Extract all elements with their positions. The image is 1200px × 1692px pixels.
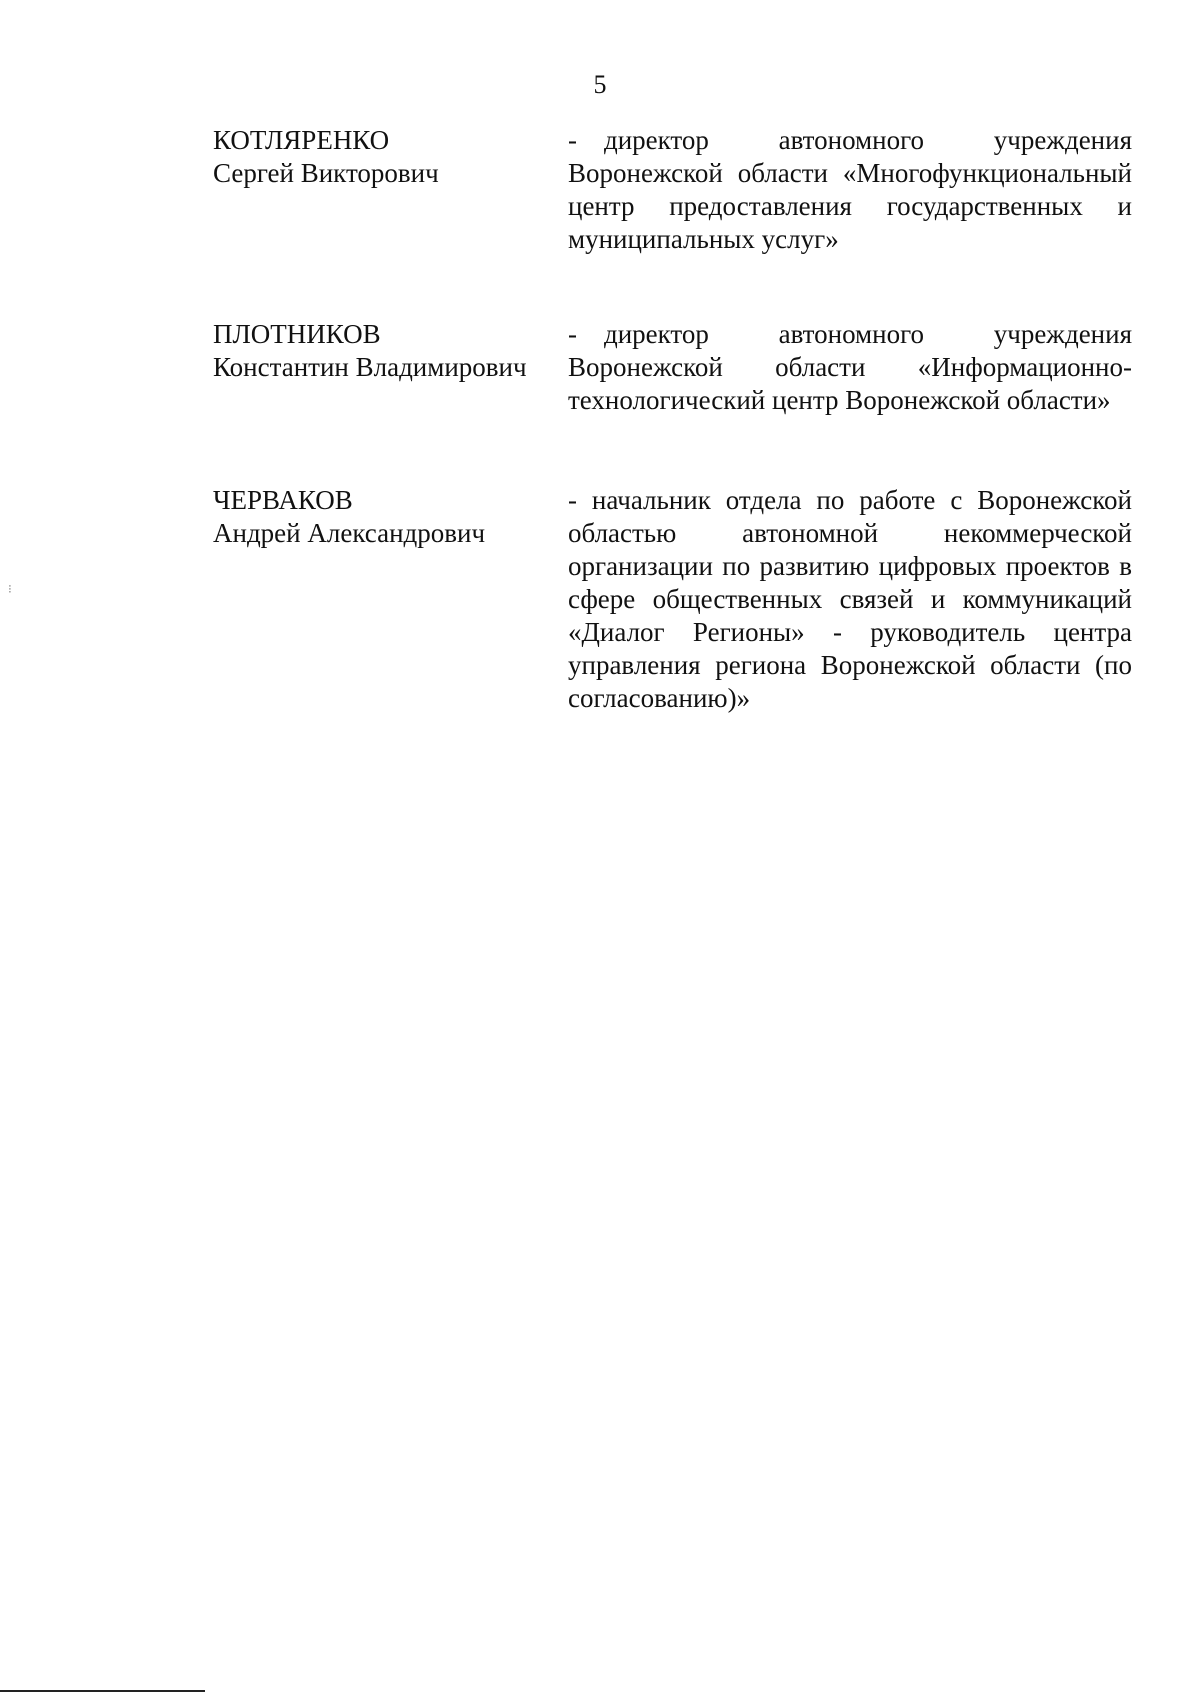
member-surname: ЧЕРВАКОВ — [213, 485, 353, 515]
member-name — [213, 318, 568, 417]
page-number: 5 — [593, 70, 607, 99]
member-position: - начальник отдела по работе с Воронежской областью автономной некоммерческой организации по развитию цифровых проектов в сфере общественных связей и коммуникаций «Диалог Регионы» - руководитель центра управления региона Воронежской области (по согласованию)» — [568, 485, 1132, 713]
member-name — [213, 484, 568, 715]
member-entry — [213, 318, 1133, 417]
member-position: - директор автономного учреждения Воронежской области «Многофункциональный центр предоставления государственных и муниципальных услуг» — [568, 125, 1132, 254]
member-surname: КОТЛЯРЕНКО — [213, 125, 390, 155]
member-position: - директор автономного учреждения Воронежской области «Информационно-технологический центр Воронежской области» — [568, 319, 1132, 415]
scan-speck: ⁝ — [8, 582, 12, 596]
member-given-names: Сергей Викторович — [213, 158, 439, 188]
member-given-names: Андрей Александрович — [213, 518, 486, 548]
member-entry — [213, 484, 1133, 715]
member-name — [213, 124, 568, 256]
member-surname: ПЛОТНИКОВ — [213, 319, 381, 349]
member-given-names: Константин Владимирович — [213, 352, 527, 382]
member-entry — [213, 124, 1133, 256]
